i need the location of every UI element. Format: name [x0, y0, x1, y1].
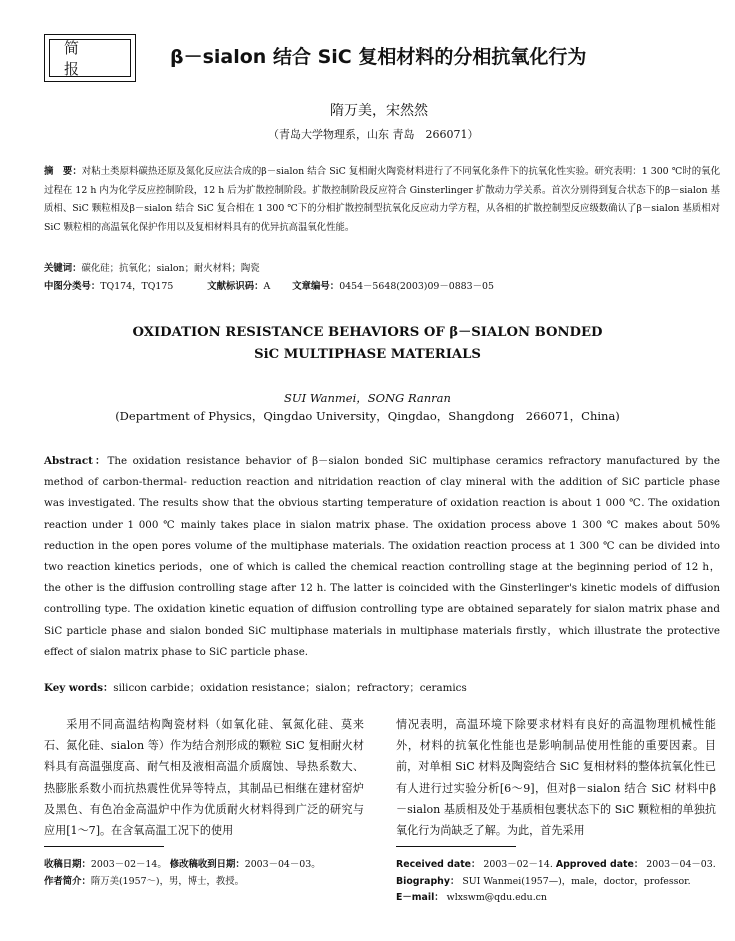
received-date-cn: 收稿日期：2003－02－14。 修改稿收到日期：2003－04－03。 [44, 859, 321, 870]
footnote-divider-left [44, 846, 164, 847]
keywords-chinese [44, 260, 260, 274]
doc-code-value: A [263, 281, 271, 292]
keywords-chinese-text: 碳化硅；抗氧化；sialon；耐火材料；陶瓷 [81, 263, 260, 274]
footnotes-chinese [44, 857, 321, 890]
doc-code-label: 文献标识码： [207, 281, 264, 292]
affiliation-chinese: （青岛大学物理系，山东 青岛 266071） [268, 128, 479, 141]
article-no-label: 文章编号： [292, 281, 340, 292]
title-chinese: β－sialon 结合 SiC 复相材料的分相抗氧化行为 [170, 46, 587, 68]
footnotes-english [396, 857, 716, 907]
body-column-right: 情况表明，高温环境下除要求材料有良好的高温物理机械性能外，材料的抗氧化性能也是影响制品使用性能的重要因素。目前，对单相 SiC 材料及陶瓷结合 SiC 复相材料的整体抗氧化性已有人进行过实验分析[6～9]，但对β－sialon 结合 SiC 材料中β－sialon 基质相及处于基质相包裹状态下的 SiC 颗粒相的单独抗氧化行为尚缺乏了解。为此，首先采用 [396, 718, 716, 838]
abstract-chinese-label: 摘 要： [44, 166, 82, 177]
keywords-english-text: silicon carbide；oxidation resistance；sialon；refractory；ceramics [113, 682, 467, 694]
clc-value: TQ174，TQ175 [100, 281, 174, 292]
received-date-en: Received date： 2003－02－14. Approved date： 2003－04－03. [396, 859, 716, 870]
email-address: wlxswm@qdu.edu.cn [446, 892, 547, 903]
classification-line [44, 278, 494, 292]
footnote-divider-right [396, 846, 516, 847]
abstract-english-label: Abstract： [44, 455, 108, 467]
author-email: E－mail： wlxswm@qdu.edu.cn [396, 892, 547, 903]
keywords-chinese-label: 关键词： [44, 263, 82, 274]
clc-label: 中图分类号： [44, 281, 101, 292]
abstract-chinese [44, 163, 720, 237]
affiliation-english: (Department of Physics，Qingdao University，Qingdao，Shangdong 266071，China) [115, 409, 620, 423]
body-column-left: 采用不同高温结构陶瓷材料（如氧化硅、氧氮化硅、莫来石、氮化硅、sialon 等）作为结合剂形成的颗粒 SiC 复相耐火材料具有高温强度高、耐气相及液相高温介质腐蚀、导热系数大、热膨胀系数小而抗热震性优异等特点，其制品已相继在建材窑炉及黑色、有色冶金高温炉中作为优质耐火材料得到广泛的研究与应用[1～7]。在含氧高温工况下的使用 [44, 718, 364, 838]
title-english-line2: SiC MULTIPHASE MATERIALS [254, 347, 481, 362]
abstract-chinese-text: 对粘土类原料碳热还原及氮化反应法合成的β－sialon 结合 SiC 复相耐火陶瓷材料进行了不同氧化条件下的抗氧化性实验。研究表明：1 300 ℃时的氧化过程在 12 h 内为化学反应控制阶段，12 h 后为扩散控制阶段。扩散控制阶段反应符合 Ginsterlinger 扩散动力学关系。首次分别得到复合状态下的β－sialon 基质相、SiC 颗粒相及β－sialon 结合 SiC 复合相在 1 300 ℃下的分相扩散控制型抗氧化反应动力学方程，从各相的扩散控制型反应级数确认了β－sialon 基质相对 SiC 颗粒相的高温氧化保护作用以及复相材料具有的优异抗高温氧化性能。 [44, 166, 720, 233]
article-type-label: 简 报 [49, 39, 131, 77]
authors-english: SUI Wanmei，SONG Ranran [284, 391, 451, 405]
keywords-english [44, 679, 467, 694]
authors-chinese: 隋万美，宋然然 [330, 103, 428, 119]
title-english-line1: OXIDATION RESISTANCE BEHAVIORS OF β－SIALON BONDED [132, 325, 603, 340]
author-bio-cn: 作者简介：隋万美(1957～)，男，博士，教授。 [44, 875, 244, 887]
article-type-box [44, 34, 136, 82]
author-bio-en: Biography： SUI Wanmei(1957—)，male，doctor，professor. [396, 875, 691, 887]
abstract-english-text: The oxidation resistance behavior of β－sialon bonded SiC multiphase ceramics refractory manufactured by the method of carbon-thermal- reduction reaction and nitridation reaction of clay mineral with the addition of SiC particle phase was investigated. The results show that the obvious starting temperature of oxidation reaction is about 1 000 ℃. The oxidation reaction under 1 000 ℃ mainly takes place in sialon matrix phase. The oxidation process above 1 300 ℃ makes about 50% reduction in the open pores volume of the multiphase materials. The oxidation reaction process at 1 300 ℃ can be divided into two reaction kinetics periods，one of which is called the chemical reaction controlling stage at the beginning period of 12 h，the other is the diffusion controlling stage after 12 h. The latter is coincided with the Ginsterlinger's kinetic models of diffusion controlling type. The oxidation kinetic equation of diffusion controlling type are obtained separately for sialon matrix phase and SiC particle phase and sialon bonded SiC multiphase materials in multiphase materials firstly，which illustrate the protective effect of sialon matrix phase to SiC particle phase. [44, 455, 720, 658]
keywords-english-label: Key words： [44, 682, 114, 694]
abstract-english [44, 451, 720, 663]
article-no-value: 0454－5648(2003)09－0883－05 [339, 281, 494, 292]
